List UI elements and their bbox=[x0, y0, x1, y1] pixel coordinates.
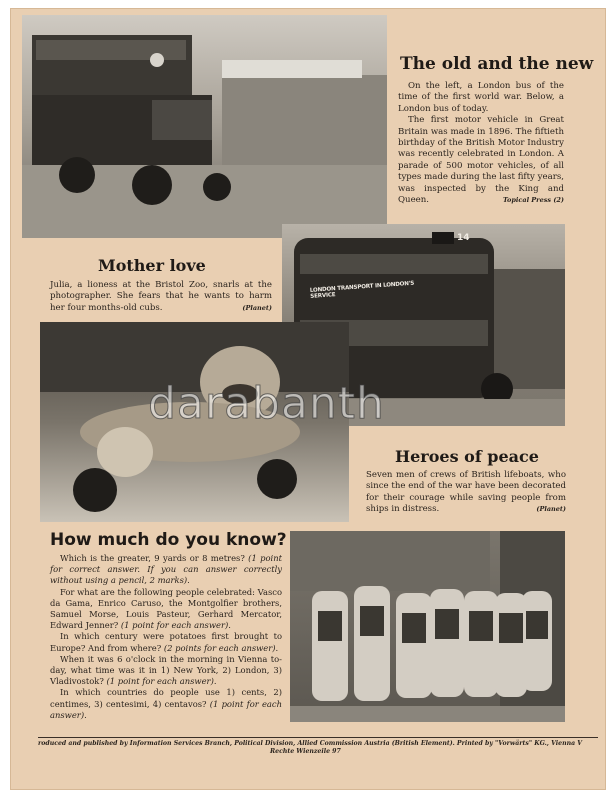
quiz-question bbox=[50, 654, 282, 688]
quiz-questions bbox=[50, 553, 282, 721]
lifeboat-crew-illustration bbox=[290, 531, 565, 722]
quiz-title: How much do you know? bbox=[50, 530, 287, 550]
question-note: (2 points for each answer). bbox=[163, 642, 279, 653]
article-text: Julia, a lioness at the Bristol Zoo, snarls at the photographer. She fears that he wants to harm her four months-old cubs. bbox=[50, 280, 272, 313]
question-text: When it was 6 o'clock in the morning in Vienna to-day, what time was it in 1) New York, 2) London, 3) Vladivostok? bbox=[50, 653, 282, 687]
question-note: (1 point for each answer). bbox=[120, 620, 231, 631]
photo-credit: (Planet) bbox=[536, 505, 566, 514]
quiz-question bbox=[50, 687, 282, 721]
article-title-old-and-new: The old and the new bbox=[400, 54, 594, 74]
article-paragraph bbox=[398, 115, 564, 206]
article-body-old-and-new bbox=[398, 81, 564, 206]
old-bus-illustration bbox=[22, 15, 387, 238]
question-text: In which countries do people use 1) cents, 2) centimes, 3) centesimi, 4) centavos? bbox=[50, 687, 282, 709]
question-text: In which century were potatoes first brought to Europe? And from where? bbox=[50, 631, 282, 653]
bus-destination-sign: LONDON TRANSPORT IN LONDON'S SERVICE bbox=[309, 280, 415, 300]
article-paragraph-text: The first motor vehicle in Great Britain was made in 1896. The fiftieth birthday of the British Motor Industry was recently celebrated in London. A parade of 500 motor vehicles, of all types made during the last fifty years, was inspected by the King and Queen. bbox=[398, 115, 564, 206]
article-title-heroes-of-peace: Heroes of peace bbox=[395, 447, 539, 466]
article-body-heroes-of-peace bbox=[366, 470, 566, 516]
footer-line-2: Rechte Wienzeile 97 bbox=[270, 748, 341, 755]
question-note: (1 point for correct answer. If you can answer correctly without using a pencil, 2 marks). bbox=[50, 553, 282, 586]
lifeboat-crew-photo bbox=[290, 531, 565, 722]
old-bus-photo bbox=[22, 15, 387, 238]
article-title-mother-love: Mother love bbox=[98, 256, 206, 275]
question-text: Which is the greater, 9 yards or 8 metres? bbox=[60, 553, 245, 563]
watermark: darabanth bbox=[148, 378, 385, 429]
photo-credit: (Planet) bbox=[242, 303, 272, 312]
article-text: Seven men of crews of British lifeboats, who since the end of the war have been decorated for their courage while saving people from ships in distress. bbox=[366, 470, 566, 515]
question-text: For what are the following people celebrated: Vasco da Gama, Enrico Caruso, the Montgolfier brothers, Samuel Morse, Louis Pasteur, Gerhard Mercator, Edward Jenner? bbox=[50, 586, 282, 631]
article-intro: On the left, a London bus of the time of the first world war. Below, a London bus of today. bbox=[398, 81, 564, 114]
publication-footer bbox=[38, 737, 598, 756]
question-note: (1 point for each answer). bbox=[106, 676, 217, 687]
photo-credit: Topical Press (2) bbox=[502, 196, 564, 205]
question-note: (1 point for each answer). bbox=[50, 698, 282, 720]
quiz-question bbox=[50, 553, 282, 587]
footer-line-1: roduced and published by Information Services Branch, Political Division, Allied Commission Austria (British Element). Printed by "Vorwärts" KG., Vienna V bbox=[38, 740, 583, 747]
quiz-question bbox=[50, 587, 282, 632]
article-body-mother-love bbox=[50, 280, 272, 314]
bus-route-number: 14 bbox=[457, 233, 470, 243]
quiz-question bbox=[50, 631, 282, 653]
